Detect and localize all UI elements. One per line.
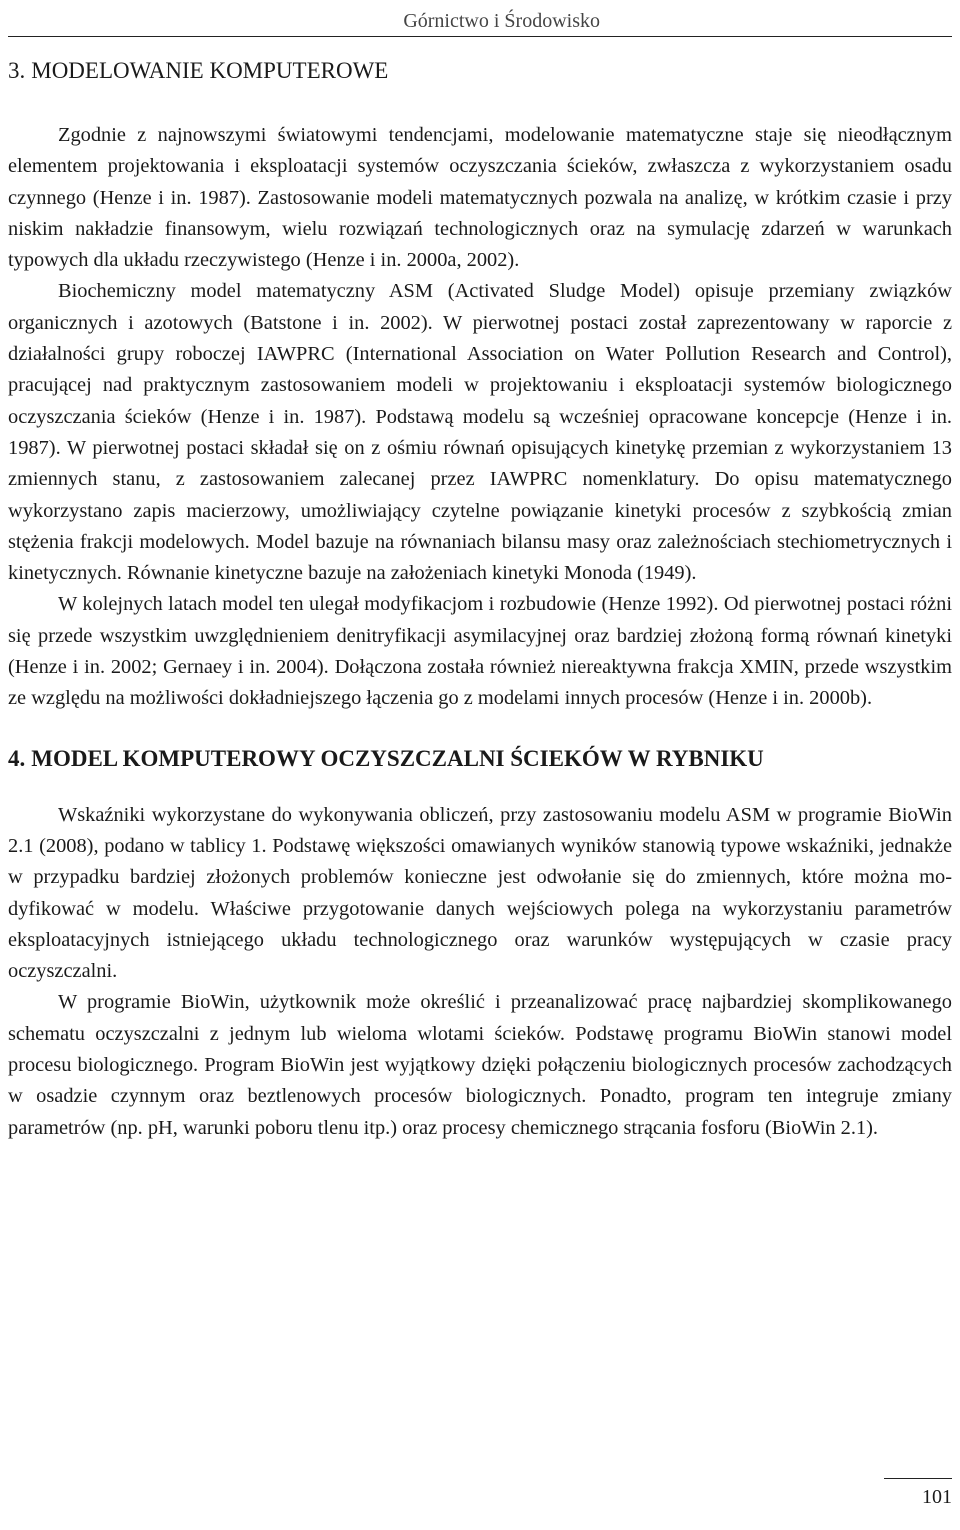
section-4-title: MODEL KOMPUTEROWY OCZYSZCZALNI ŚCIEKÓW W RYBNIKU <box>31 745 764 771</box>
section-4-paragraph: Wskaźniki wykorzystane do wykonywania obliczeń, przy zastosowaniu modelu ASM w programie BioWin 2.1 (2008), podano w tablicy 1. Podstawę większości omawianych wyników stanowią typowe wskaźniki, jednakże w przypadku bardziej złożonych problemów konieczne jest odwołanie się do zmiennych, które można modyfikować w modelu. Właściwe przygotowanie danych wejściowych polega na wykorzystaniu parametrów eksploatacyjnych istniejącego układu technologicznego oraz warunków występujących w czasie pracy oczyszczalni. <box>8 803 952 983</box>
section-4-paragraph: W programie BioWin, użytkownik może określić i przeanalizować pracę najbardziej skomplikowanego schematu oczyszczalni z jednym lub wieloma wlotami ścieków. Podstawę programu BioWin stanowi model procesu biologicznego. Program BioWin jest wyjątkowy dzięki połączeniu biologicznych procesów zachodzących w osadzie czynnym oraz beztlenowych procesów biologicznych. Ponadto, program ten integruje zmiany parametrów (np. pH, warunki poboru tlenu itp.) oraz procesy chemicznego strącania fosforu (BioWin 2.1). <box>8 991 952 1139</box>
section-4-heading <box>8 743 952 775</box>
section-3-title: MODELOWANIE KOMPUTEROWE <box>31 58 389 83</box>
running-header <box>8 6 952 37</box>
journal-name: Górnictwo i Środowisko <box>403 10 600 32</box>
section-3-paragraph: Zgodnie z najnowszymi światowymi tendencjami, modelowanie matematyczne staje się nieodłącznym elementem projektowania i eksploatacji systemów oczyszczania ścieków, zwłaszcza z wykorzystaniem osadu czynnego (Henze i in. 1987). Zastosowanie modeli matematycznych pozwala na analizę, w krótkim czasie i przy niskim nakładzie finansowym, wielu rozwiązań technologicznych oraz na symulację zdarzeń w warunkach typowych dla układu rzeczywistego (Henze i in. 2000a, 2002). <box>8 124 952 272</box>
section-3-paragraph: W kolejnych latach model ten ulegał modyfikacjom i rozbudowie (Henze 1992). Od pierwotnej postaci różni się przede wszystkim uwzględnieniem denitryfikacji asymilacyjnej oraz bardziej złożoną formą równań kinetyki (Henze i in. 2002; Gernaey i in. 2004). Dołączona została również niereaktywna frakcja XMIN, przede wszystkim ze względu na możliwości dokładniejszego łączenia go z modelami innych procesów (Henze i in. 2000b). <box>8 593 952 710</box>
footer-rule <box>884 1478 952 1479</box>
section-3-number: 3. <box>8 58 26 83</box>
page-content <box>8 55 952 1144</box>
section-3-heading <box>8 55 952 87</box>
section-4-number: 4. <box>8 745 26 771</box>
page-number: 101 <box>922 1486 952 1508</box>
section-3-paragraph: Biochemiczny model matematyczny ASM (Activated Sludge Model) opisuje przemiany związków organicznych i azotowych (Batstone i in. 2002). W pierwotnej postaci został zaprezentowany w raporcie z działalności grupy roboczej IAWPRC (International Association on Water Pollution Research and Control), pracującej nad praktycznym zastosowaniem modeli w projektowaniu i eksploatacji systemów biologicznego oczyszczania ścieków (Henze i in. 1987). Podstawą modelu są wcześniej opracowane koncepcje (Henze i in. 1987). W pierwotnej postaci składał się on z ośmiu równań opisujących kinetykę przemian z wykorzystaniem 13 zmiennych stanu, z zastosowaniem zalecanej przez IAWPRC nomenklatury. Do opisu matematycznego wykorzystano zapis macierzowy, umożliwiający czytelne powiązanie kinetyki procesów z szybkością zmian stężenia frakcji modelowych. Model bazuje na równaniach bilansu masy oraz zależnościach stechiometrycznych i kinetycznych. Równanie kinetyczne bazuje na założeniach kinetyki Monoda (1949). <box>8 280 952 585</box>
